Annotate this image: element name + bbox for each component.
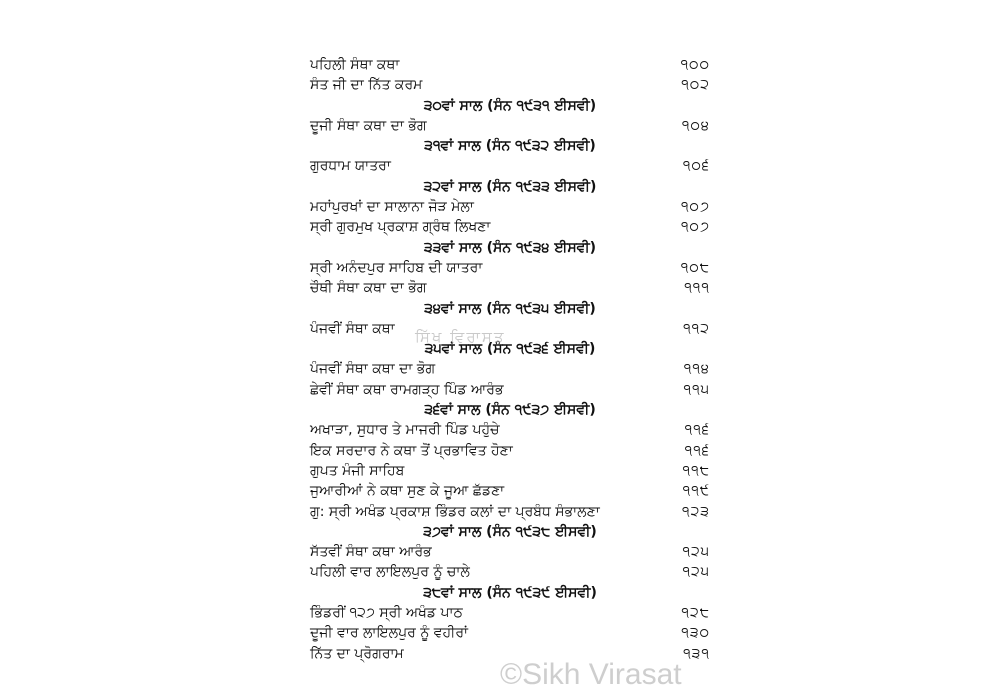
toc-entry-title: ਸੱਤਵੀਂ ਸੰਥਾ ਕਥਾ ਆਰੰਭ xyxy=(310,544,432,561)
year-heading xyxy=(310,583,710,603)
toc-entry-page: ੧੧੮ xyxy=(682,462,710,479)
year-heading xyxy=(310,96,710,116)
year-heading-text: ੩੪ਵਾਂ ਸਾਲ (ਸੰਨ ੧੯੩੫ ਈਸਵੀ) xyxy=(424,300,596,317)
toc-entry-title: ਇਕ ਸਰਦਾਰ ਨੇ ਕਥਾ ਤੋਂ ਪ੍ਰਭਾਵਿਤ ਹੋਣਾ xyxy=(310,442,513,459)
toc-entry-page: ੧੧੫ xyxy=(683,381,710,398)
toc-entry xyxy=(310,319,710,339)
toc-entry-page: ੧੧੬ xyxy=(684,442,710,459)
toc-entry xyxy=(310,55,710,75)
toc-entry xyxy=(310,217,710,237)
year-heading-text: ੩੬ਵਾਂ ਸਾਲ (ਸੰਨ ੧੯੩੭ ਈਸਵੀ) xyxy=(424,402,596,419)
year-heading-text: ੩੩ਵਾਂ ਸਾਲ (ਸੰਨ ੧੯੩੪ ਈਸਵੀ) xyxy=(423,239,597,256)
toc-entry-title: ਸ੍ਰੀ ਗੁਰਮੁਖ ਪ੍ਰਕਾਸ਼ ਗ੍ਰੰਥ ਲਿਖਣਾ xyxy=(310,219,491,236)
toc-entry-page: ੧੧੬ xyxy=(684,422,710,439)
watermark-punjabi: ਸਿੱਖ ਵਿਰਾਸਤ xyxy=(415,328,506,346)
year-heading xyxy=(310,136,710,156)
year-heading xyxy=(310,238,710,258)
toc-entry xyxy=(310,562,710,582)
toc-entry xyxy=(310,481,710,501)
toc-entry-title: ਮਹਾਂਪੁਰਖਾਂ ਦਾ ਸਾਲਾਨਾ ਜੋੜ ਮੇਲਾ xyxy=(310,199,474,216)
toc-entry xyxy=(310,258,710,278)
watermark: ©Sikh Virasat xyxy=(500,658,682,691)
toc-entry xyxy=(310,75,710,95)
toc-entry-page: ੧੦੨ xyxy=(681,77,710,94)
toc-entry xyxy=(310,380,710,400)
year-heading xyxy=(310,177,710,197)
toc-entry-page: ੧੧੯ xyxy=(682,483,710,500)
toc-entry-page: ੧੨੩ xyxy=(681,503,710,520)
toc-entry-title: ਛੇਵੀਂ ਸੰਥਾ ਕਥਾ ਰਾਮਗੜ੍ਹ ਪਿੰਡ ਆਰੰਭ xyxy=(310,381,504,398)
toc-entry xyxy=(310,420,710,440)
toc-entry-page: ੧੨੫ xyxy=(682,544,710,561)
toc-entry-title: ਦੂਜੀ ਸੰਥਾ ਕਥਾ ਦਾ ਭੋਗ xyxy=(310,117,427,134)
table-of-contents xyxy=(310,55,710,664)
toc-entry-title: ਸੰਤ ਜੀ ਦਾ ਨਿੱਤ ਕਰਮ xyxy=(310,77,423,94)
toc-entry-title: ਭਿੰਡਰੀਂ ੧੨੭ ਸ੍ਰੀ ਅਖੰਡ ਪਾਠ xyxy=(310,605,463,622)
toc-entry-title: ਪੰਜਵੀਂ ਸੰਥਾ ਕਥਾ ਦਾ ਭੋਗ xyxy=(310,361,436,378)
toc-entry-title: ਦੂਜੀ ਵਾਰ ਲਾਇਲਪੁਰ ਨੂੰ ਵਹੀਰਾਂ xyxy=(310,625,468,642)
year-heading-text: ੩੫ਵਾਂ ਸਾਲ (ਸੰਨ ੧੯੩੬ ਈਸਵੀ) xyxy=(424,341,596,358)
toc-entry xyxy=(310,502,710,522)
toc-entry xyxy=(310,623,710,643)
toc-entry-page: ੧੧੧ xyxy=(684,280,710,297)
toc-entry-title: ਜੁਆਰੀਆਂ ਨੇ ਕਥਾ ਸੁਣ ਕੇ ਜੂਆ ਛੱਡਣਾ xyxy=(310,483,505,500)
toc-entry-title: ਪਹਿਲੀ ਸੰਥਾ ਕਥਾ xyxy=(310,57,400,73)
toc-entry xyxy=(310,156,710,176)
year-heading-text: ੩੧ਵਾਂ ਸਾਲ (ਸੰਨ ੧੯੩੨ ਈਸਵੀ) xyxy=(424,138,596,155)
year-heading xyxy=(310,299,710,319)
toc-entry-title: ਗੁਰਧਾਮ ਯਾਤਰਾ xyxy=(310,158,391,175)
year-heading xyxy=(310,339,710,359)
toc-entry-title: ਸ੍ਰੀ ਅਨੰਦਪੁਰ ਸਾਹਿਬ ਦੀ ਯਾਤਰਾ xyxy=(310,259,483,276)
toc-entry-page: ੧੦੭ xyxy=(680,219,710,236)
toc-entry-page: ੧੧੪ xyxy=(683,361,710,378)
toc-entry xyxy=(310,461,710,481)
toc-entry-title: ਪਹਿਲੀ ਵਾਰ ਲਾਇਲਪੁਰ ਨੂੰ ਚਾਲੇ xyxy=(310,564,470,581)
toc-entry-title: ਨਿੱਤ ਦਾ ਪ੍ਰੋਗਰਾਮ xyxy=(310,645,404,662)
year-heading xyxy=(310,400,710,420)
toc-entry-title: ਗੁ: ਸ੍ਰੀ ਅਖੰਡ ਪ੍ਰਕਾਸ਼ ਭਿੰਡਰ ਕਲਾਂ ਦਾ ਪ੍ਰਬੰਧ ਸੰਭਾਲਣਾ xyxy=(310,503,600,520)
toc-entry-title: ਚੌਥੀ ਸੰਥਾ ਕਥਾ ਦਾ ਭੋਗ xyxy=(310,280,427,297)
toc-entry-title: ਪੰਜਵੀਂ ਸੰਥਾ ਕਥਾ xyxy=(310,320,395,337)
year-heading-text: ੩੭ਵਾਂ ਸਾਲ (ਸੰਨ ੧੯੩੮ ਈਸਵੀ) xyxy=(423,523,597,540)
year-heading-text: ੩੨ਵਾਂ ਸਾਲ (ਸੰਨ ੧੯੩੩ ਈਸਵੀ) xyxy=(423,178,597,195)
toc-entry xyxy=(310,359,710,379)
toc-entry-page: ੧੦੭ xyxy=(680,199,710,216)
year-heading-text: ੩੦ਵਾਂ ਸਾਲ (ਸੰਨ ੧੯੩੧ ਈਸਵੀ) xyxy=(423,97,597,114)
toc-entry xyxy=(310,441,710,461)
toc-entry-page: ੧੦੪ xyxy=(681,117,710,134)
year-heading-text: ੩੮ਵਾਂ ਸਾਲ (ਸੰਨ ੧੯੩੯ ਈਸਵੀ) xyxy=(423,584,597,601)
toc-entry xyxy=(310,542,710,562)
toc-entry xyxy=(310,603,710,623)
toc-entry-page: ੧੩੦ xyxy=(681,625,710,642)
year-heading xyxy=(310,522,710,542)
toc-entry-page: ੧੨੮ xyxy=(681,605,710,622)
toc-entry-page: ੧੩੧ xyxy=(683,645,710,662)
toc-entry-page: ੧੦੬ xyxy=(682,158,710,175)
toc-entry-page: ੧੦੮ xyxy=(680,259,710,276)
toc-entry xyxy=(310,116,710,136)
toc-entry-page: ੧੨੫ xyxy=(682,564,710,581)
toc-entry xyxy=(310,197,710,217)
toc-entry-page: ੧੦੦ xyxy=(680,57,710,73)
toc-entry-page: ੧੧੨ xyxy=(683,320,710,337)
toc-entry-title: ਅਖਾੜਾ, ਸੁਧਾਰ ਤੇ ਮਾਜਰੀ ਪਿੰਡ ਪਹੁੰਚੇ xyxy=(310,422,500,439)
toc-entry-title: ਗੁਪਤ ਮੰਜੀ ਸਾਹਿਬ xyxy=(310,462,405,479)
toc-entry xyxy=(310,278,710,298)
